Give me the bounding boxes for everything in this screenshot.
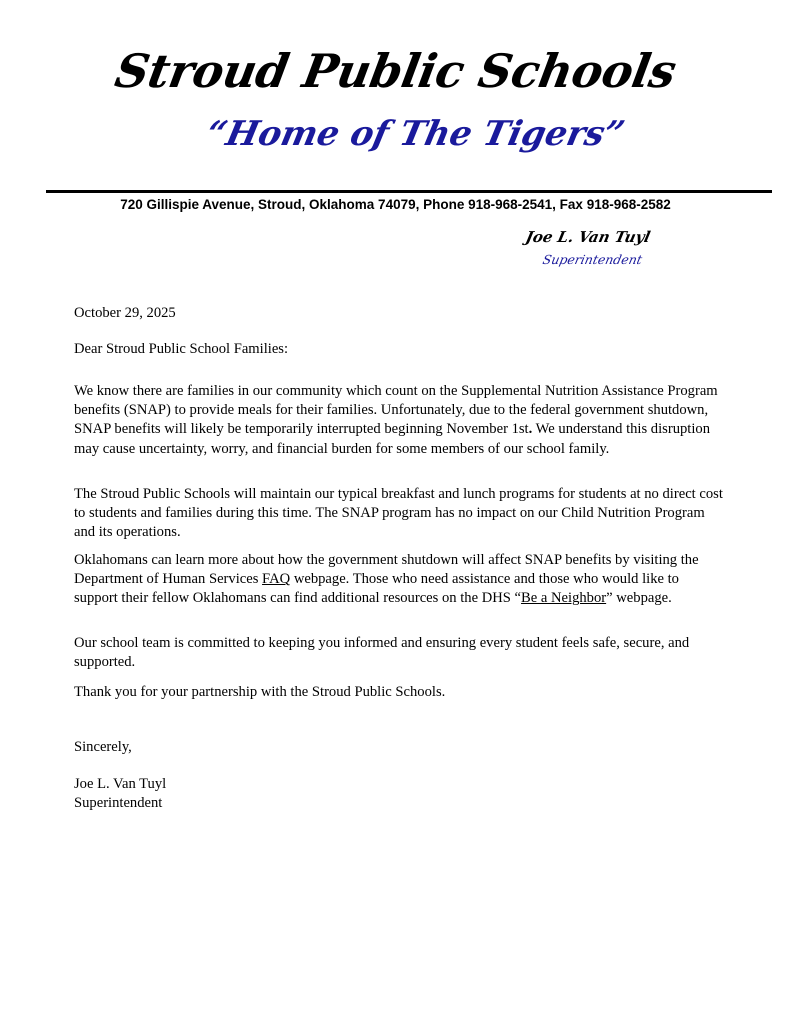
para1-text-a: We know there are families in our community which count on the Supplemental Nutrition Assistance Program benefits (SNAP) to provide meals for their families. Unfortunately, due to the federal government shutdown, SNAP benefits will likely be temporarily interrupted beginning November 1st <box>74 383 718 438</box>
paragraph-thanks <box>74 683 724 702</box>
school-name-logo: Stroud Public Schools <box>111 44 680 98</box>
header-signature-title: Superintendent <box>541 252 644 267</box>
letter-salutation: Dear Stroud Public School Families: <box>74 341 289 357</box>
para1-text-b: We understand this disruption may cause uncertainty, worry, and financial burden for some members of our school family. <box>74 421 710 457</box>
header-signature-name: Joe L. Van Tuyl <box>524 228 652 246</box>
paragraph-meal-programs <box>74 485 724 543</box>
para5-text: Thank you for your partnership with the Stroud Public Schools. <box>74 684 446 700</box>
letter-closing: Sincerely, <box>74 739 132 755</box>
para1-bold-period: . <box>528 421 533 438</box>
signer-title: Superintendent <box>74 795 163 811</box>
header-divider <box>46 190 772 193</box>
school-motto: “Home of The Tigers” <box>202 114 629 154</box>
paragraph-commitment <box>74 634 724 672</box>
para3-text-a: Oklahomans can learn more about how the government shutdown will affect SNAP benefits by visiting the Department of Human Services <box>74 552 699 588</box>
para4-text: Our school team is committed to keeping you informed and ensuring every student feels safe, secure, and supported. <box>74 635 690 671</box>
para3-text-c: ” webpage. <box>606 590 672 607</box>
paragraph-snap-interruption <box>74 382 724 459</box>
school-address: 720 Gillispie Avenue, Stroud, Oklahoma 74079, Phone 918-968-2541, Fax 918-968-2582 <box>120 197 671 212</box>
para3-text-b: webpage. Those who need assistance and those who would like to support their fellow Oklahomans can find additional resources on the DHS “ <box>74 571 679 607</box>
paragraph-dhs-resources <box>74 551 724 609</box>
letter-date: October 29, 2025 <box>74 305 176 321</box>
faq-link[interactable]: FAQ <box>262 571 291 588</box>
para2-text: The Stroud Public Schools will maintain our typical breakfast and lunch programs for students at no direct cost to students and families during this time. The SNAP program has no impact on our Child Nutrition Program and its operations. <box>74 486 723 541</box>
signer-name: Joe L. Van Tuyl <box>74 776 167 792</box>
be-a-neighbor-link[interactable]: Be a Neighbor <box>521 590 607 607</box>
